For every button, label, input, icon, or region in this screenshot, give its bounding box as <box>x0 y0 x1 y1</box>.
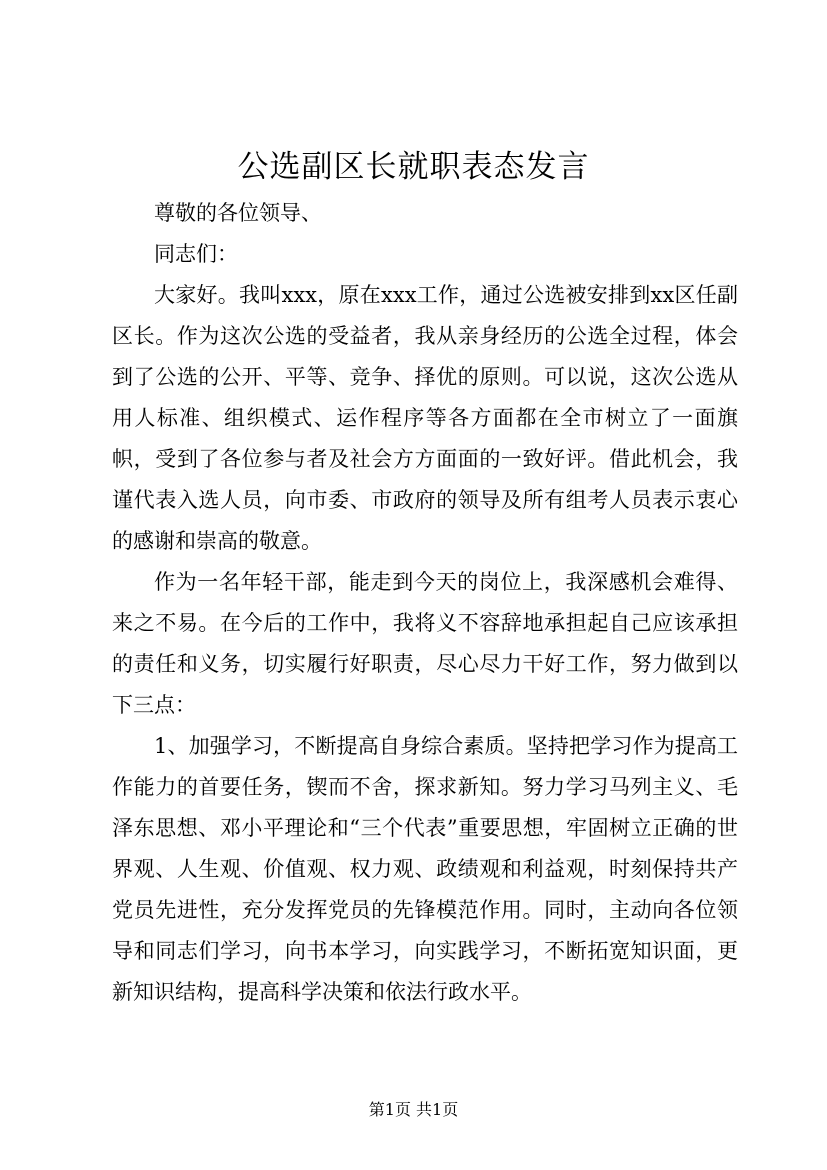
page-number-footer: 第1页 共1页 <box>368 1100 459 1119</box>
salutation-line-1: 尊敬的各位领导、 <box>154 201 322 225</box>
paragraph-point-1: 1、加强学习，不断提高自身综合素质。坚持把学习作为提高工作能力的首要任务，锲而不舍，探求新知。努力学习马列主义、毛泽东思想、邓小平理论和“三个代表”重要思想，牢固树立正确的世界观、人生观、价值观、权力观、政绩观和利益观，时刻保持共产党员先进性，充分发挥党员的先锋模范作用。同时，主动向各位领导和同志们学习，向书本学习，向实践学习，不断拓宽知识面，更新知识结构，提高科学决策和依法行政水平。 <box>112 734 738 1004</box>
salutation-line-2: 同志们： <box>154 242 238 266</box>
paragraph-commitment: 作为一名年轻干部，能走到今天的岗位上，我深感机会难得、来之不易。在今后的工作中，我将义不容辞地承担起自己应该承担的责任和义务，切实履行好职责，尽心尽力干好工作，努力做到以下三点： <box>112 570 738 717</box>
paragraph-introduction: 大家好。我叫xxx，原在xxx工作，通过公选被安排到xx区任副区长。作为这次公选的受益者，我从亲身经历的公选全过程，体会到了公选的公开、平等、竞争、择优的原则。可以说，这次公选从用人标准、组织模式、运作程序等各方面都在全市树立了一面旗帜，受到了各位参与者及社会方方面面的一致好评。借此机会，我谨代表入选人员，向市委、市政府的领导及所有组考人员表示衷心的感谢和崇高的敬意。 <box>112 283 738 553</box>
document-body <box>112 193 738 1013</box>
document-title: 公选副区长就职表态发言 <box>237 149 590 185</box>
